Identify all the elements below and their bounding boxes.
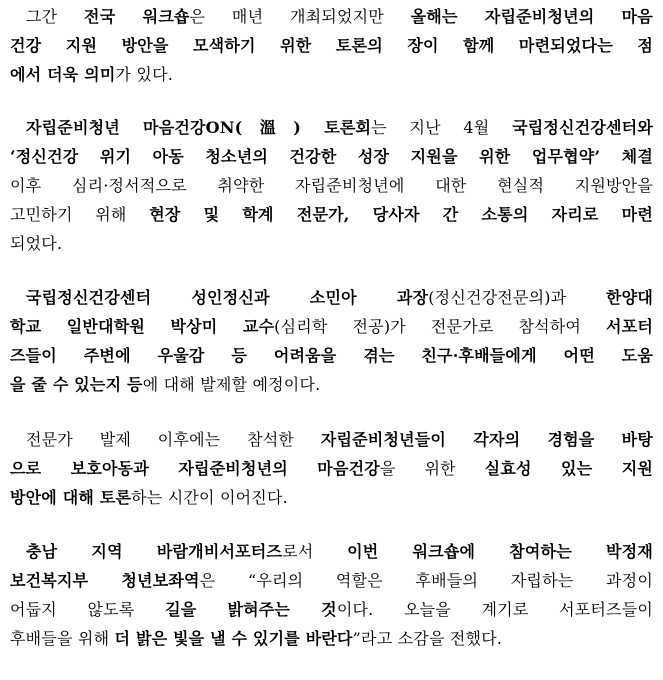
bold-text-run: 전국 워크숍 [84,7,190,26]
text-line [10,229,653,258]
bold-text-run: 자립준비청년들이 각자의 경험을 바탕 [320,430,653,449]
bold-text-run: 한양대 [606,288,653,307]
text-run: 그간 [26,7,85,26]
bold-text-run: ‘정신건강 위기 아동 청소년의 건강한 성장 지원을 위한 업무협약’ 체결 [10,147,653,166]
text-line [10,537,653,566]
text-line [10,200,653,229]
text-line [10,31,653,60]
text-line [10,483,653,512]
paragraph-2 [10,113,653,258]
text-run: 이후 심리·정서적으로 취약한 자립준비청년에 대한 현실적 지원방안을 [10,176,653,195]
paragraph-4 [10,425,653,512]
text-run: 은 “우리의 역할은 후배들의 자립하는 과정이 [199,571,653,590]
bold-text-run: 건강 지원 방안을 모색하기 위한 토론의 장이 함께 마련되었다는 점 [10,36,653,55]
text-line [10,341,653,370]
text-line [10,283,653,312]
text-line [10,566,653,595]
text-run: 은 매년 개최되었지만 [189,7,411,26]
paragraph-5 [10,537,653,653]
bold-text-run: 더 밝은 빛을 낼 수 있기를 바란다 [114,629,353,648]
bold-text-run: 국립정신건강센터와 [512,118,653,137]
bold-text-run: 현장 및 학계 전문가, 당사자 간 소통의 자리로 마련 [149,205,653,224]
text-run: 고민하기 위해 [10,205,150,224]
bold-text-run: 에서 더욱 의미 [10,65,116,84]
text-run: (정신건강전문의)과 [428,288,607,307]
text-run: 로서 [282,542,348,561]
bold-text-run: 학교 일반대학원 박상미 교수 [10,317,275,336]
text-line [10,2,653,31]
text-run: 되었다. [10,234,63,253]
bold-text-run: 보건복지부 청년보좌역 [10,571,200,590]
text-line [10,425,653,454]
bold-text-run: 실효성 있는 지원 [484,459,653,478]
text-line [10,624,653,653]
bold-text-run: 이번 워크숍에 참여하는 박정재 [347,542,653,561]
text-run: 을 위한 [379,459,485,478]
text-run: 가 있다. [115,65,174,84]
text-run: 는 지난 4월 [371,118,513,137]
text-run: 에 대해 발제할 예정이다. [142,375,321,394]
bold-text-run: 즈들이 주변에 우울감 등 어려움을 겪는 친구·후배들에게 어떤 도움 [10,346,653,365]
text-run: 이다. 오늘을 계기로 서포터즈들이 [336,600,653,619]
paragraph-3 [10,283,653,399]
bold-text-run: 방안에 대해 토론 [10,488,132,507]
text-run: 전문가 발제 이후에는 참석한 [26,430,321,449]
bold-text-run: 서포터 [606,317,653,336]
text-run: (심리학 전공)가 전문가로 참석하여 [274,317,607,336]
text-line [10,312,653,341]
text-run: 후배들을 위해 [10,629,115,648]
text-line [10,60,653,89]
bold-text-run: 올해는 자립준비청년의 마음 [410,7,653,26]
text-line [10,595,653,624]
bold-text-run: 으로 보호아동과 자립준비청년의 마음건강 [10,459,380,478]
paragraph-1 [10,2,653,89]
bold-text-run: 충남 지역 바람개비서포터즈 [26,542,283,561]
text-line [10,113,653,142]
bold-text-run: 국립정신건강센터 성인정신과 소민아 과장 [26,288,429,307]
text-line [10,142,653,171]
text-line [10,454,653,483]
text-line [10,171,653,200]
text-run: ”라고 소감을 전했다. [352,629,503,648]
text-line [10,370,653,399]
bold-text-run: 길을 밝혀주는 것 [165,600,337,619]
bold-text-run: 자립준비청년 마음건강ON(溫) 토론회 [26,118,372,137]
bold-text-run: 을 줄 수 있는지 등 [10,375,143,394]
text-run: 하는 시간이 이어진다. [131,488,288,507]
text-run: 어둡지 않도록 [10,600,166,619]
